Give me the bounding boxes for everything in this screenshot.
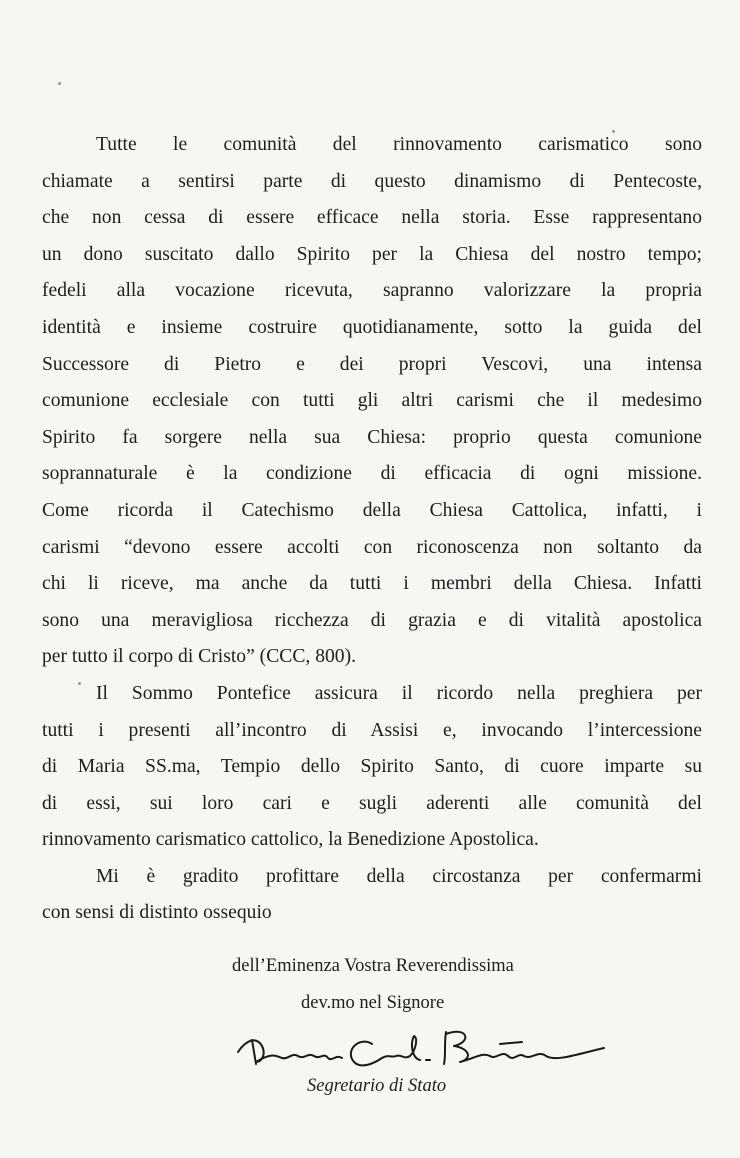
text-line: che non cessa di essere efficace nella storia. Esse rappresentano	[42, 207, 702, 229]
text-line: di essi, sui loro cari e sugli aderenti alle comunità del	[42, 792, 702, 814]
scan-speck	[612, 130, 615, 133]
text-line: soprannaturale è la condizione di efficacia di ogni missione.	[42, 463, 702, 485]
signer-title: Segretario di Stato	[307, 1076, 447, 1096]
text-line: Tutte le comunità del rinnovamento carismatico sono	[96, 134, 702, 155]
closing-signoff: dev.mo nel Signore	[301, 993, 445, 1013]
text-line: con sensi di distinto ossequio	[42, 902, 272, 924]
text-line: Mi è gradito profittare della circostanza per confermarmi	[96, 865, 702, 887]
text-line: di Maria SS.ma, Tempio dello Spirito Santo, di cuore imparte su	[42, 756, 702, 778]
closing-salutation: dell’Eminenza Vostra Reverendissima	[232, 956, 514, 976]
text-line: fedeli alla vocazione ricevuta, sapranno valorizzare la propria	[42, 280, 702, 302]
scan-speck	[58, 82, 61, 85]
text-line: sono una meravigliosa ricchezza di grazia e di vitalità apostolica	[42, 609, 702, 631]
text-line: Come ricorda il Catechismo della Chiesa Cattolica, infatti, i	[42, 499, 702, 521]
paragraph-3	[42, 859, 702, 932]
paragraph-1	[42, 127, 702, 676]
text-line: carismi “devono essere accolti con riconoscenza non soltanto da	[42, 536, 702, 558]
text-line: tutti i presenti all’incontro di Assisi e, invocando l’intercessione	[42, 719, 702, 741]
text-line: per tutto il corpo di Cristo” (CCC, 800).	[42, 646, 357, 668]
letter-body	[42, 127, 702, 932]
text-line: Successore di Pietro e dei propri Vescovi, una intensa	[42, 353, 702, 375]
paragraph-2	[42, 676, 702, 859]
text-line: rinnovamento carismatico cattolico, la Benedizione Apostolica.	[42, 829, 539, 851]
text-line: Il Sommo Pontefice assicura il ricordo nella preghiera per	[96, 682, 702, 704]
text-line: comunione ecclesiale con tutti gli altri carismi che il medesimo	[42, 390, 702, 412]
text-line: identità e insieme costruire quotidianamente, sotto la guida del	[42, 316, 702, 338]
text-line: chiamate a sentirsi parte di questo dinamismo di Pentecoste,	[42, 170, 702, 192]
handwritten-signature	[232, 1022, 612, 1084]
text-line: chi li riceve, ma anche da tutti i membri della Chiesa. Infatti	[42, 573, 702, 595]
text-line: un dono suscitato dallo Spirito per la Chiesa del nostro tempo;	[42, 243, 702, 265]
text-line: Spirito fa sorgere nella sua Chiesa: proprio questa comunione	[42, 426, 702, 448]
scan-speck	[78, 682, 81, 685]
